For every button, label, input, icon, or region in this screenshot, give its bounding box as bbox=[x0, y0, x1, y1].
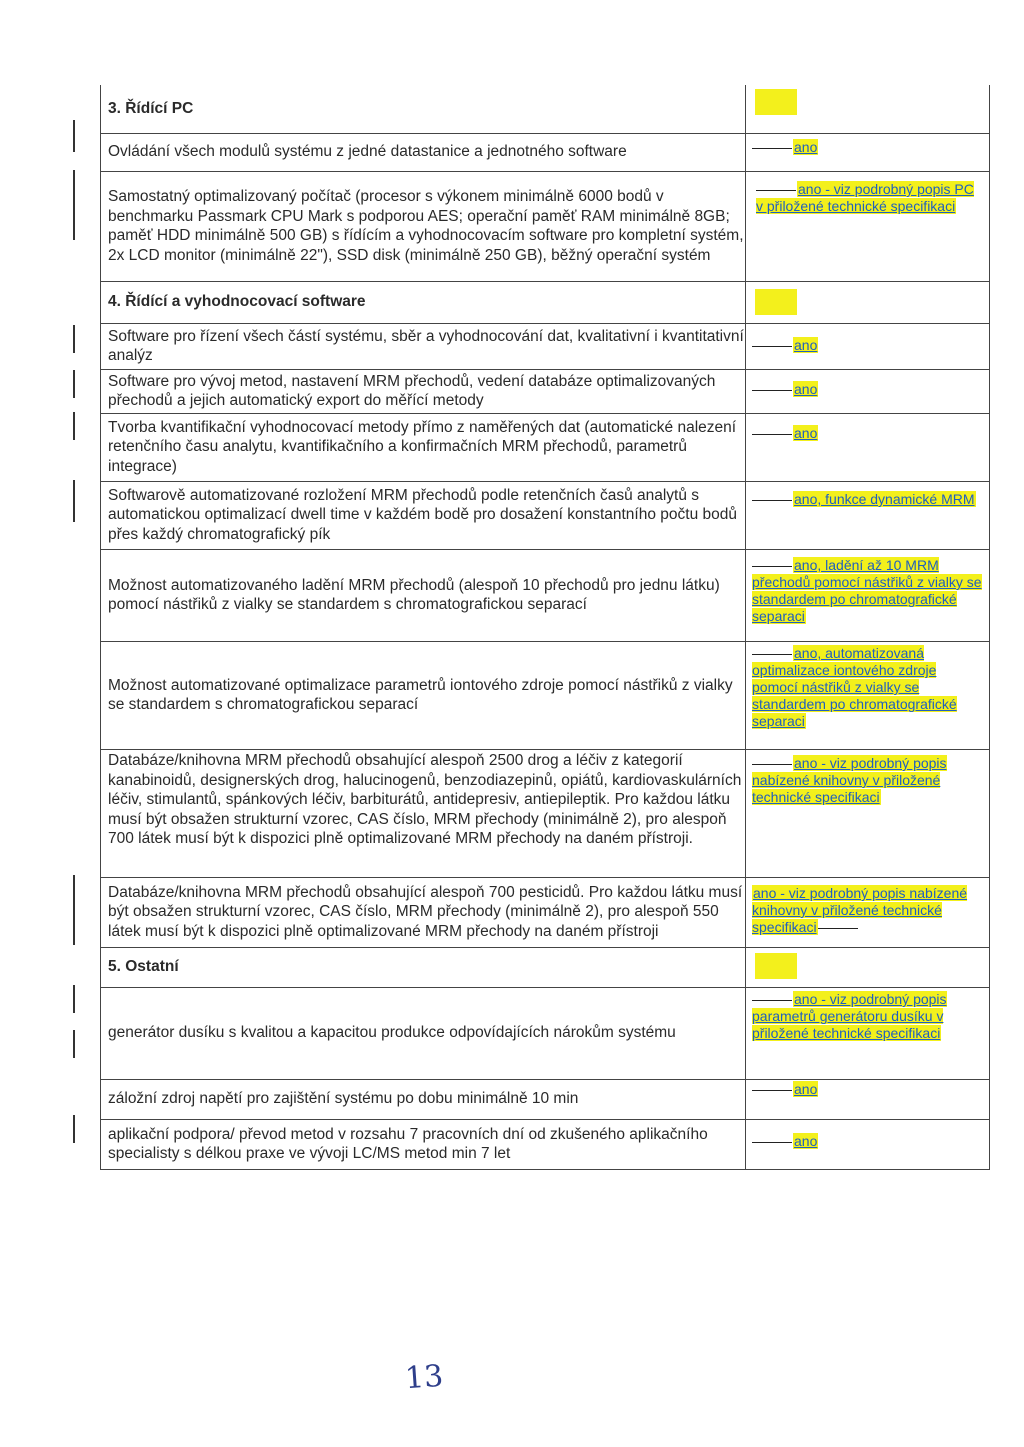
margin-change-bar bbox=[73, 325, 75, 353]
requirement-text: Databáze/knihovna MRM přechodů obsahující alespoň 2500 drog a léčiv z kategorií kanabinoidů, designerských drog, halucinogenů, benzodiazepinů, opiátů, kardiovaskulárních léčiv, stimulantů, spánkových léčiv, barbiturátů, antidepresiv, antiepileptik. Pro každou látku musí být obsažen strukturní vzorec, CAS číslo, MRM přechody (minimálně 2), pro alespoň 700 látek musí být k dispozici plně optimalizované MRM přechody na daném přístroji. bbox=[108, 752, 742, 847]
requirement-text: záložní zdroj napětí pro zajištění systému po dobu minimálně 10 min bbox=[108, 1090, 579, 1108]
margin-change-bar bbox=[73, 1030, 75, 1058]
margin-change-bar bbox=[73, 120, 75, 152]
answer-text: ano - viz podrobný popis nabízené knihovny v přiložené technické specifikaci bbox=[752, 885, 968, 935]
table-row bbox=[100, 641, 990, 749]
section-header-row bbox=[100, 947, 990, 987]
requirement-text: aplikační podpora/ převod metod v rozsahu 7 pracovních dní od zkušeného aplikačního specialisty s délkou praxe ve vývoji LC/MS metod min 7 let bbox=[108, 1125, 708, 1162]
highlight-box bbox=[755, 89, 797, 115]
answer-text: ano - viz podrobný popis PC v přiložené technické specifikaci bbox=[756, 181, 974, 214]
answer-cell bbox=[752, 987, 990, 1079]
table-row bbox=[100, 549, 990, 641]
table-row bbox=[100, 323, 990, 369]
section-title: 5. Ostatní bbox=[108, 958, 179, 976]
table-row bbox=[100, 413, 990, 481]
answer-cell bbox=[752, 549, 990, 641]
requirement-text: Ovládání všech modulů systému z jedné datastanice a jednotného software bbox=[108, 143, 627, 161]
answer-text: ano - viz podrobný popis parametrů generátoru dusíku v přiložené technické specifikaci bbox=[752, 991, 947, 1041]
answer-text: ano bbox=[794, 1081, 818, 1097]
answer-text: ano bbox=[794, 139, 818, 155]
table-row bbox=[100, 1079, 990, 1119]
answer-cell bbox=[752, 369, 990, 413]
answer-text: ano bbox=[794, 1133, 818, 1149]
section-title: 3. Řídící PC bbox=[108, 100, 194, 118]
answer-cell bbox=[752, 877, 990, 947]
requirement-text: Tvorba kvantifikační vyhodnocovací metody přímo z naměřených dat (automatické nalezení retenčního času analytu, kvantifikačního a konfirmačních MRM přechodů, parametrů integrace) bbox=[108, 418, 737, 475]
table-row bbox=[100, 987, 990, 1079]
highlight-box bbox=[755, 953, 797, 979]
answer-text: ano bbox=[794, 337, 818, 353]
table-row bbox=[100, 171, 990, 281]
table-row bbox=[100, 369, 990, 413]
answer-cell bbox=[752, 133, 990, 171]
table-row bbox=[100, 877, 990, 947]
requirement-text: Možnost automatizovaného ladění MRM přechodů (alespoň 10 přechodů pro jednu látku) pomocí nástřiků z vialky se standardem s chromatografickou separací bbox=[108, 576, 720, 613]
section-header-row bbox=[100, 281, 990, 323]
answer-cell bbox=[752, 1119, 990, 1169]
answer-text: ano bbox=[794, 425, 818, 441]
table-row bbox=[100, 1119, 990, 1169]
section-title: 4. Řídící a vyhodnocovací software bbox=[108, 293, 366, 311]
margin-change-bar bbox=[73, 985, 75, 1013]
requirement-text: Software pro vývoj metod, nastavení MRM přechodů, vedení databáze optimalizovaných přechodů a jejich automatický export do měřící metody bbox=[108, 372, 716, 409]
answer-cell bbox=[752, 1079, 990, 1119]
requirement-text: Software pro řízení všech částí systému, sběr a vyhodnocování dat, kvalitativní i kvantitativní analýz bbox=[108, 327, 744, 364]
requirement-text: Softwarově automatizované rozložení MRM přechodů podle retenčních časů analytů s automatickou optimalizací dwell time v každém bodě pro dosažení konstantního počtu bodů přes každý chromatografický pík bbox=[108, 486, 737, 543]
requirement-text: generátor dusíku s kvalitou a kapacitou produkce odpovídajících nárokům systému bbox=[108, 1024, 676, 1042]
margin-change-bar bbox=[73, 170, 75, 240]
margin-change-bar bbox=[73, 412, 75, 440]
answer-cell bbox=[752, 481, 990, 549]
table-row bbox=[100, 749, 990, 877]
answer-cell bbox=[752, 749, 990, 877]
answer-text: ano, funkce dynamické MRM bbox=[794, 491, 975, 507]
margin-change-bar bbox=[73, 480, 75, 522]
answer-cell bbox=[752, 171, 990, 281]
answer-cell bbox=[752, 413, 990, 481]
answer-text: ano, automatizovaná optimalizace iontového zdroje pomocí nástřiků z vialky se standardem po chromatografické separaci bbox=[752, 645, 957, 729]
margin-change-bar bbox=[73, 875, 75, 945]
answer-cell bbox=[752, 641, 990, 749]
table-row bbox=[100, 481, 990, 549]
margin-change-bar bbox=[73, 370, 75, 398]
requirement-text: Možnost automatizované optimalizace parametrů iontového zdroje pomocí nástřiků z vialky se standardem s chromatografickou separací bbox=[108, 676, 733, 713]
requirement-text: Databáze/knihovna MRM přechodů obsahující alespoň 700 pesticidů. Pro každou látku musí být obsažen strukturní vzorec, CAS číslo, MRM přechody (minimálně 2), pro alespoň 550 látek musí být k dispozici plně optimalizované MRM přechody na daném přístroji bbox=[108, 883, 743, 940]
answer-text: ano bbox=[794, 381, 818, 397]
section-header-row bbox=[100, 85, 990, 133]
answer-cell bbox=[752, 323, 990, 369]
table-row bbox=[100, 133, 990, 171]
handwritten-page-number: 13 bbox=[403, 1358, 445, 1397]
requirement-text: Samostatný optimalizovaný počítač (procesor s výkonem minimálně 6000 bodů v benchmarku Passmark CPU Mark s podporou AES; operační paměť RAM minimálně 8GB; paměť HDD minimálně 500 GB) s řídícím a vyhodnocovacím software pro kompletní systém, 2x LCD monitor (minimálně 22"), SSD disk (minimálně 250 GB), běžný operační systém bbox=[108, 188, 744, 264]
highlight-box bbox=[755, 289, 797, 315]
answer-text: ano - viz podrobný popis nabízené knihovny v přiložené technické specifikaci bbox=[752, 755, 947, 805]
requirements-table bbox=[100, 85, 990, 1170]
answer-text: ano, ladění až 10 MRM přechodů pomocí nástřiků z vialky se standardem po chromatografické separaci bbox=[752, 557, 982, 624]
margin-change-bar bbox=[73, 1115, 75, 1143]
